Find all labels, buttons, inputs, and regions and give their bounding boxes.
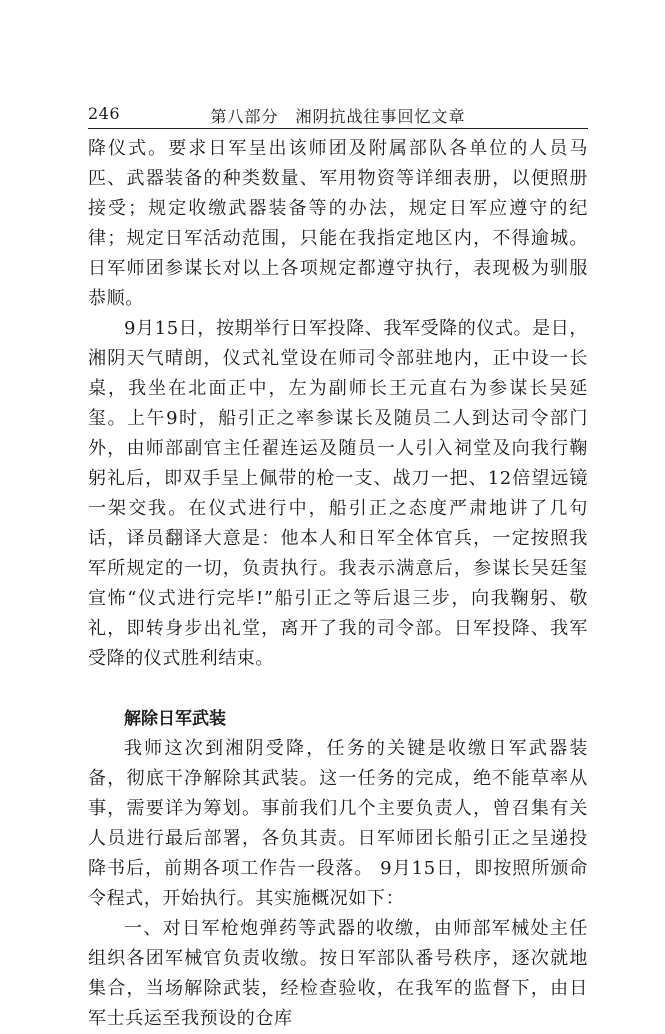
paragraph: 一、对日军枪炮弹药等武器的收缴，由师部军械处主任组织各团军械官负责收缴。按日军部队番号秩序，逐次就地集合，当场解除武装，经检查验收，在我军的监督下，由日军士兵运至我预设的仓库 — [88, 918, 588, 1029]
page-header — [88, 102, 588, 129]
page-number: 246 — [88, 104, 121, 123]
paragraph: 我师这次到湘阴受降，任务的关键是收缴日军武器装备，彻底干净解除其武装。这一任务的完成，绝不能草率从事，需要详为筹划。事前我们几个主要负责人，曾召集有关人员进行最后部署，各负其责。日军师团长船引正之呈递投降书后，前期各项工作告一段落。 9月15日，即按照所颁命令程式，开始执行。其实施概况如下： — [88, 738, 588, 909]
paragraph: 9月15日，按期举行日军投降、我军受降的仪式。是日，湘阴天气晴朗，仪式礼堂设在师司令部驻地内，正中设一长桌，我坐在北面正中，左为副师长王元直右为参谋长吴延玺。上午9时，船引正之率参谋长及随员二人到达司令部门外，由师部副官主任翟连运及随员一人引入祠堂及向我行鞠躬礼后，即双手呈上佩带的枪一支、战刀一把、12倍望远镜一架交我。在仪式进行中，船引正之态度严肃地讲了几句话，译员翻译大意是：他本人和日军全体官兵，一定按照我军所规定的一切，负责执行。我表示满意后，参谋长吴廷玺宣怖“仪式进行完毕!”船引正之等后退三步，向我鞠躬、敬礼，即转身步出礼堂，离开了我的司令部。日军投降、我军受降的仪式胜利结束。 — [88, 318, 588, 669]
page-body — [88, 134, 588, 1034]
running-title: 第八部分 湘阴抗战往事回忆文章 — [210, 107, 466, 126]
section-heading: 解除日军武装 — [124, 709, 226, 729]
paragraph: 降仪式。要求日军呈出该师团及附属部队各单位的人员马匹、武器装备的种类数量、军用物资等详细表册，以便照册接受；规定收缴武器装备等的办法，规定日军应遵守的纪律；规定日军活动范围，只能在我指定地区内，不得逾城。日军师团参谋长对以上各项规定都遵守执行，表现极为驯服恭顺。 — [88, 138, 588, 309]
